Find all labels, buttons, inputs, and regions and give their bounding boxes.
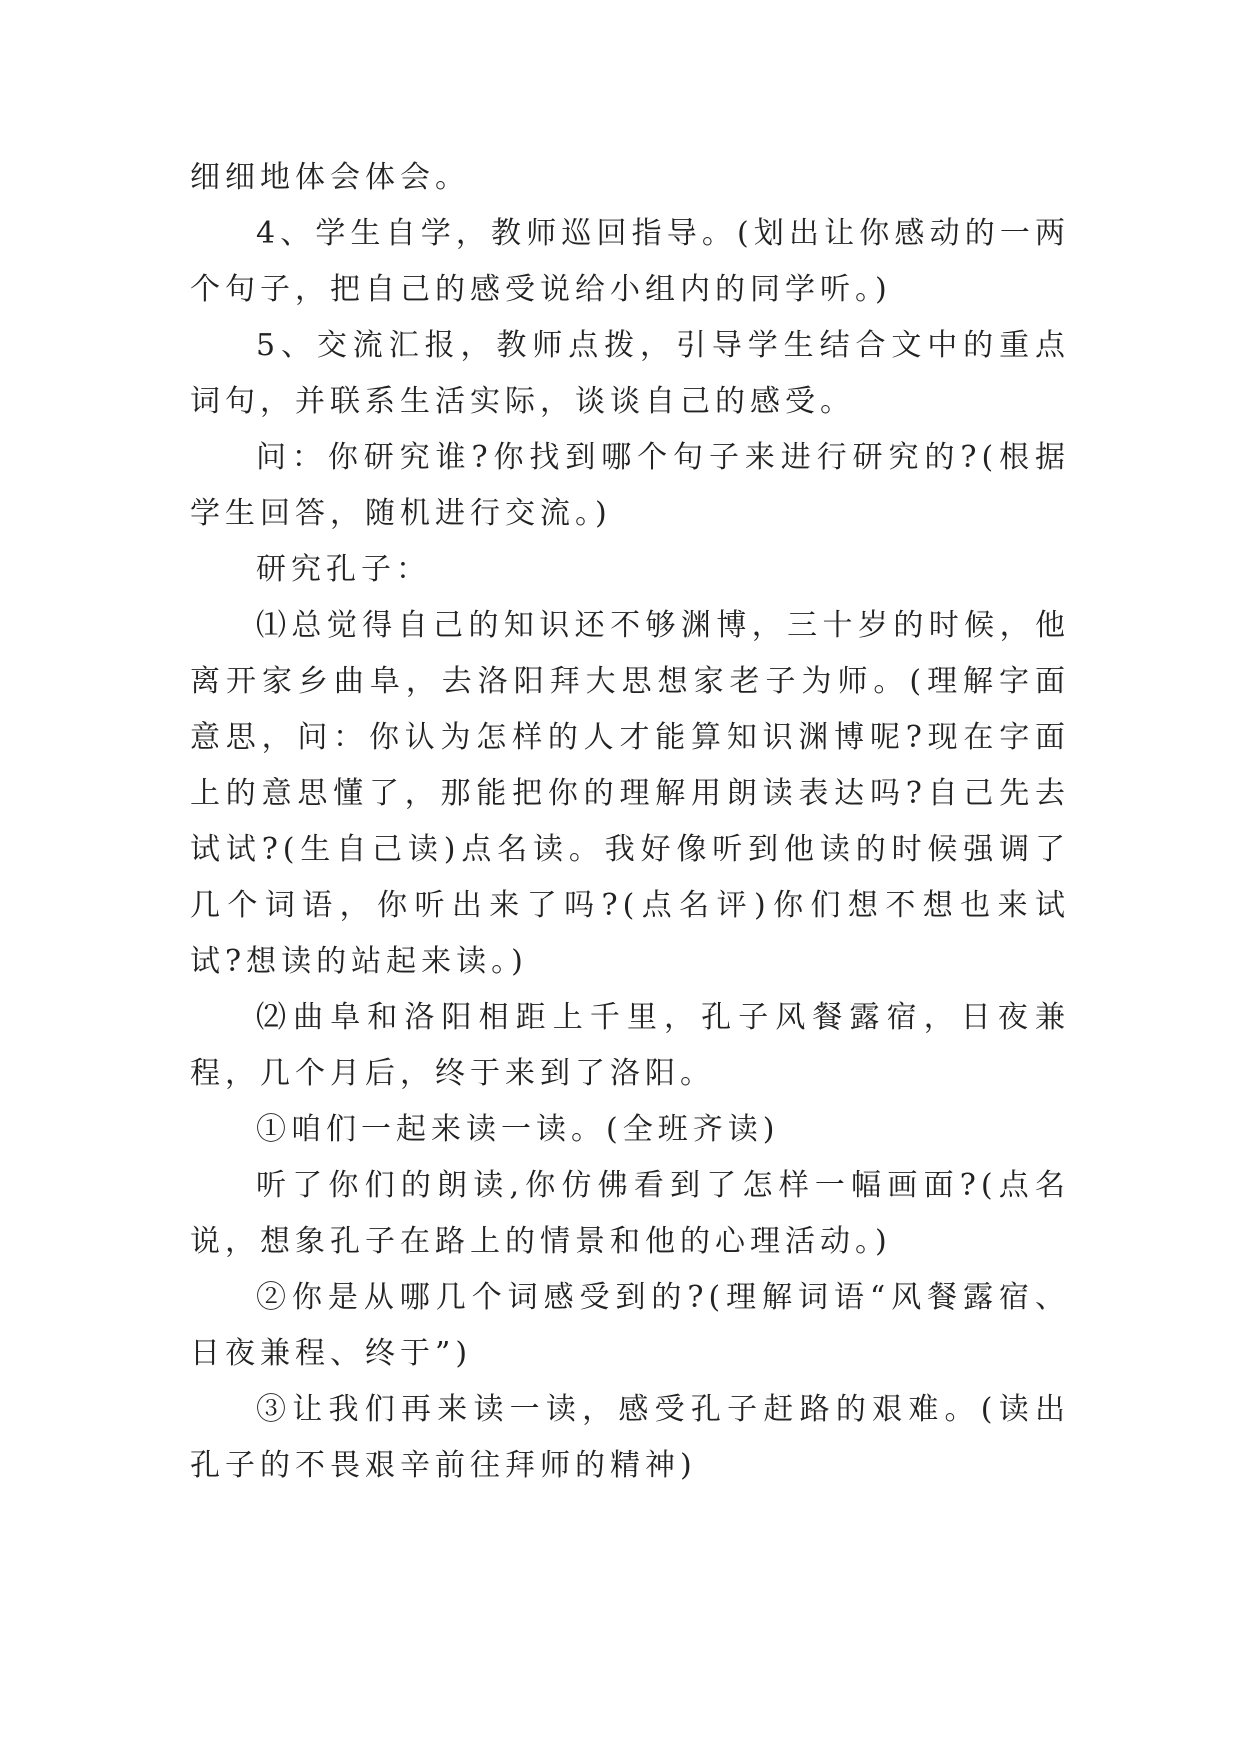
paragraph-subitem-1: ①咱们一起来读一读。(全班齐读): [256, 1112, 780, 1147]
paragraph-subitem-3: ③让我们再来读一读，感受孔子赶路的艰难。(读出孔子的不畏艰辛前往拜师的精神): [190, 1392, 1070, 1483]
paragraph-step-4: 4、学生自学，教师巡回指导。(划出让你感动的一两个句子，把自己的感受说给小组内的同学听。): [190, 216, 1070, 307]
paragraph-step-5: 5、交流汇报，教师点拨，引导学生结合文中的重点词句，并联系生活实际，谈谈自己的感受。: [190, 328, 1070, 419]
paragraph-subheading: 研究孔子：: [256, 552, 431, 587]
paragraph-item-2: ⑵曲阜和洛阳相距上千里，孔子风餐露宿，日夜兼程，几个月后，终于来到了洛阳。: [190, 1000, 1070, 1091]
paragraph-continuation: 细细地体会体会。: [190, 160, 470, 195]
paragraph-subitem-2: ②你是从哪几个词感受到的?(理解词语“风餐露宿、日夜兼程、终于”): [190, 1280, 1070, 1371]
paragraph-item-1: ⑴总觉得自己的知识还不够渊博，三十岁的时候，他离开家乡曲阜，去洛阳拜大思想家老子为师。(理解字面意思，问：你认为怎样的人才能算知识渊博呢?现在字面上的意思懂了，那能把你的理解用朗读表达吗?自己先去试试?(生自己读)点名读。我好像听到他读的时候强调了几个词语，你听出来了吗?(点名评)你们想不想也来试试?想读的站起来读。): [190, 608, 1070, 979]
paragraph-listen: 听了你们的朗读,你仿佛看到了怎样一幅画面?(点名说，想象孔子在路上的情景和他的心理活动。): [190, 1168, 1070, 1259]
paragraph-question: 问：你研究谁?你找到哪个句子来进行研究的?(根据学生回答，随机进行交流。): [190, 440, 1070, 531]
document-body: [190, 150, 1070, 1494]
